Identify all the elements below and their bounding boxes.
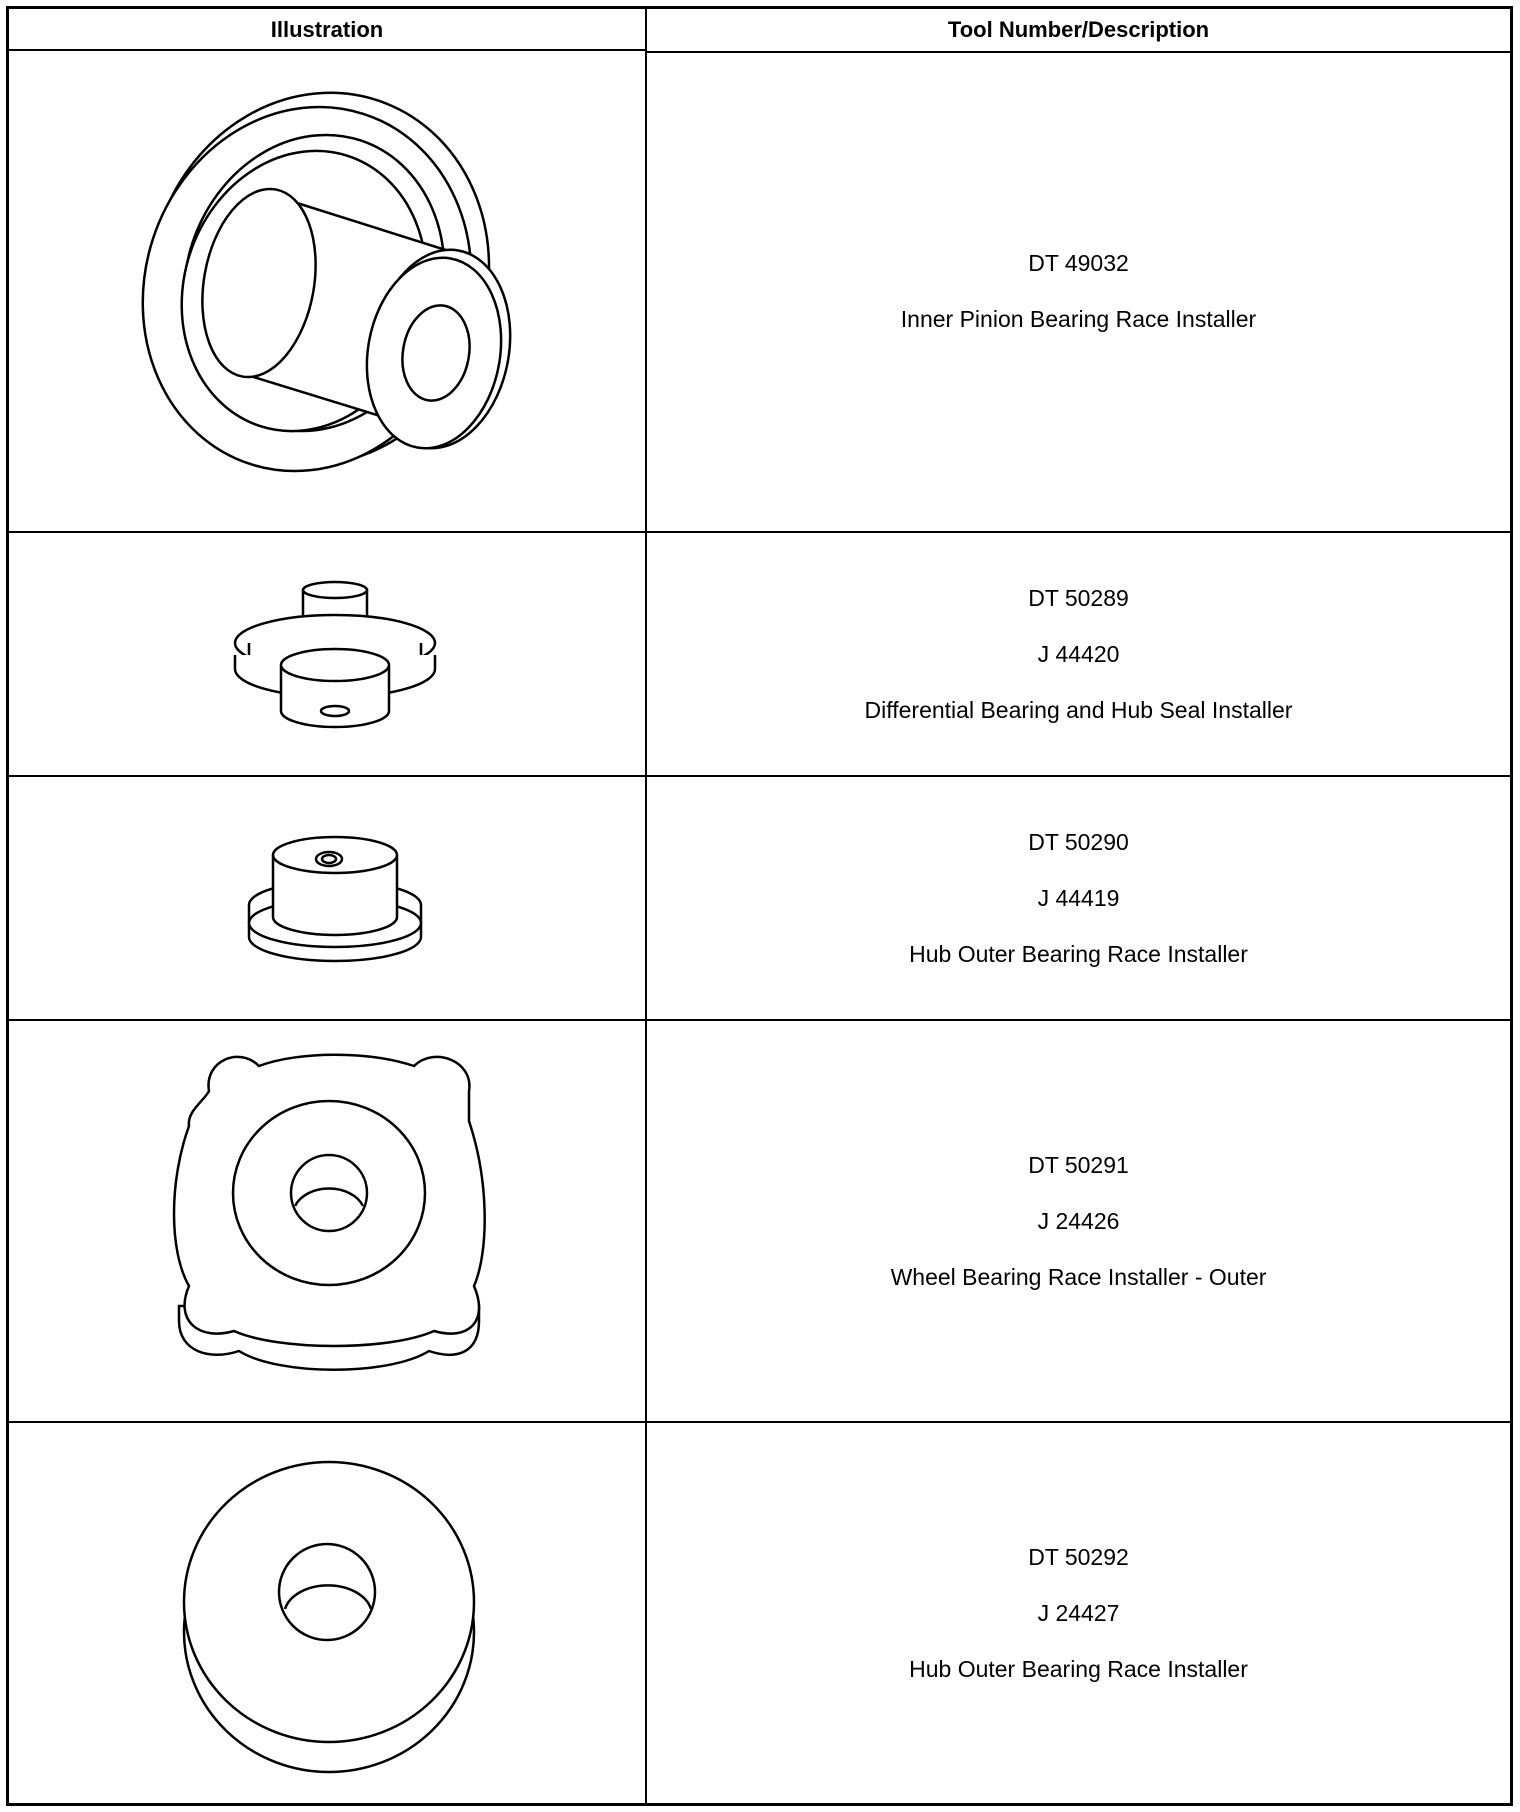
description-cell <box>647 51 1510 531</box>
hub-outer-race-installer-2-icon <box>9 1423 645 1803</box>
description-cell <box>647 1021 1510 1421</box>
header-illustration: Illustration <box>9 9 647 51</box>
description-cell <box>647 1423 1510 1803</box>
illustration-cell <box>9 1021 647 1421</box>
description-cell <box>647 777 1510 1019</box>
wheel-bearing-race-installer-icon <box>9 1021 645 1421</box>
tool-number: DT 50292 <box>1028 1544 1129 1570</box>
tool-description: Wheel Bearing Race Installer - Outer <box>890 1264 1267 1290</box>
illustration-cell <box>9 51 647 531</box>
table-row <box>9 51 1510 533</box>
tool-number: DT 49032 <box>1028 250 1129 276</box>
table-row <box>9 777 1510 1021</box>
tool-description: Hub Outer Bearing Race Installer <box>909 1656 1248 1682</box>
illustration-cell <box>9 777 647 1019</box>
tool-table <box>6 6 1513 1806</box>
tool-description: Differential Bearing and Hub Seal Installer <box>864 697 1293 723</box>
tool-number: DT 50290 <box>1028 829 1129 855</box>
tool-number: DT 50289 <box>1028 585 1129 611</box>
alt-tool-number: J 44420 <box>1037 641 1120 667</box>
tool-description: Inner Pinion Bearing Race Installer <box>900 306 1257 332</box>
description-cell <box>647 533 1510 775</box>
tool-number: DT 50291 <box>1028 1152 1129 1178</box>
alt-tool-number: J 44419 <box>1037 885 1120 911</box>
table-row <box>9 1021 1510 1423</box>
header-tool-description: Tool Number/Description <box>647 9 1510 53</box>
differential-bearing-installer-icon <box>9 533 645 775</box>
illustration-cell <box>9 533 647 775</box>
inner-pinion-race-installer-icon <box>9 51 645 531</box>
illustration-cell <box>9 1423 647 1803</box>
tool-description: Hub Outer Bearing Race Installer <box>909 941 1248 967</box>
table-row <box>9 1423 1510 1803</box>
alt-tool-number: J 24427 <box>1037 1600 1120 1626</box>
table-row <box>9 533 1510 777</box>
hub-outer-race-installer-icon <box>9 777 645 1019</box>
alt-tool-number: J 24426 <box>1037 1208 1120 1234</box>
